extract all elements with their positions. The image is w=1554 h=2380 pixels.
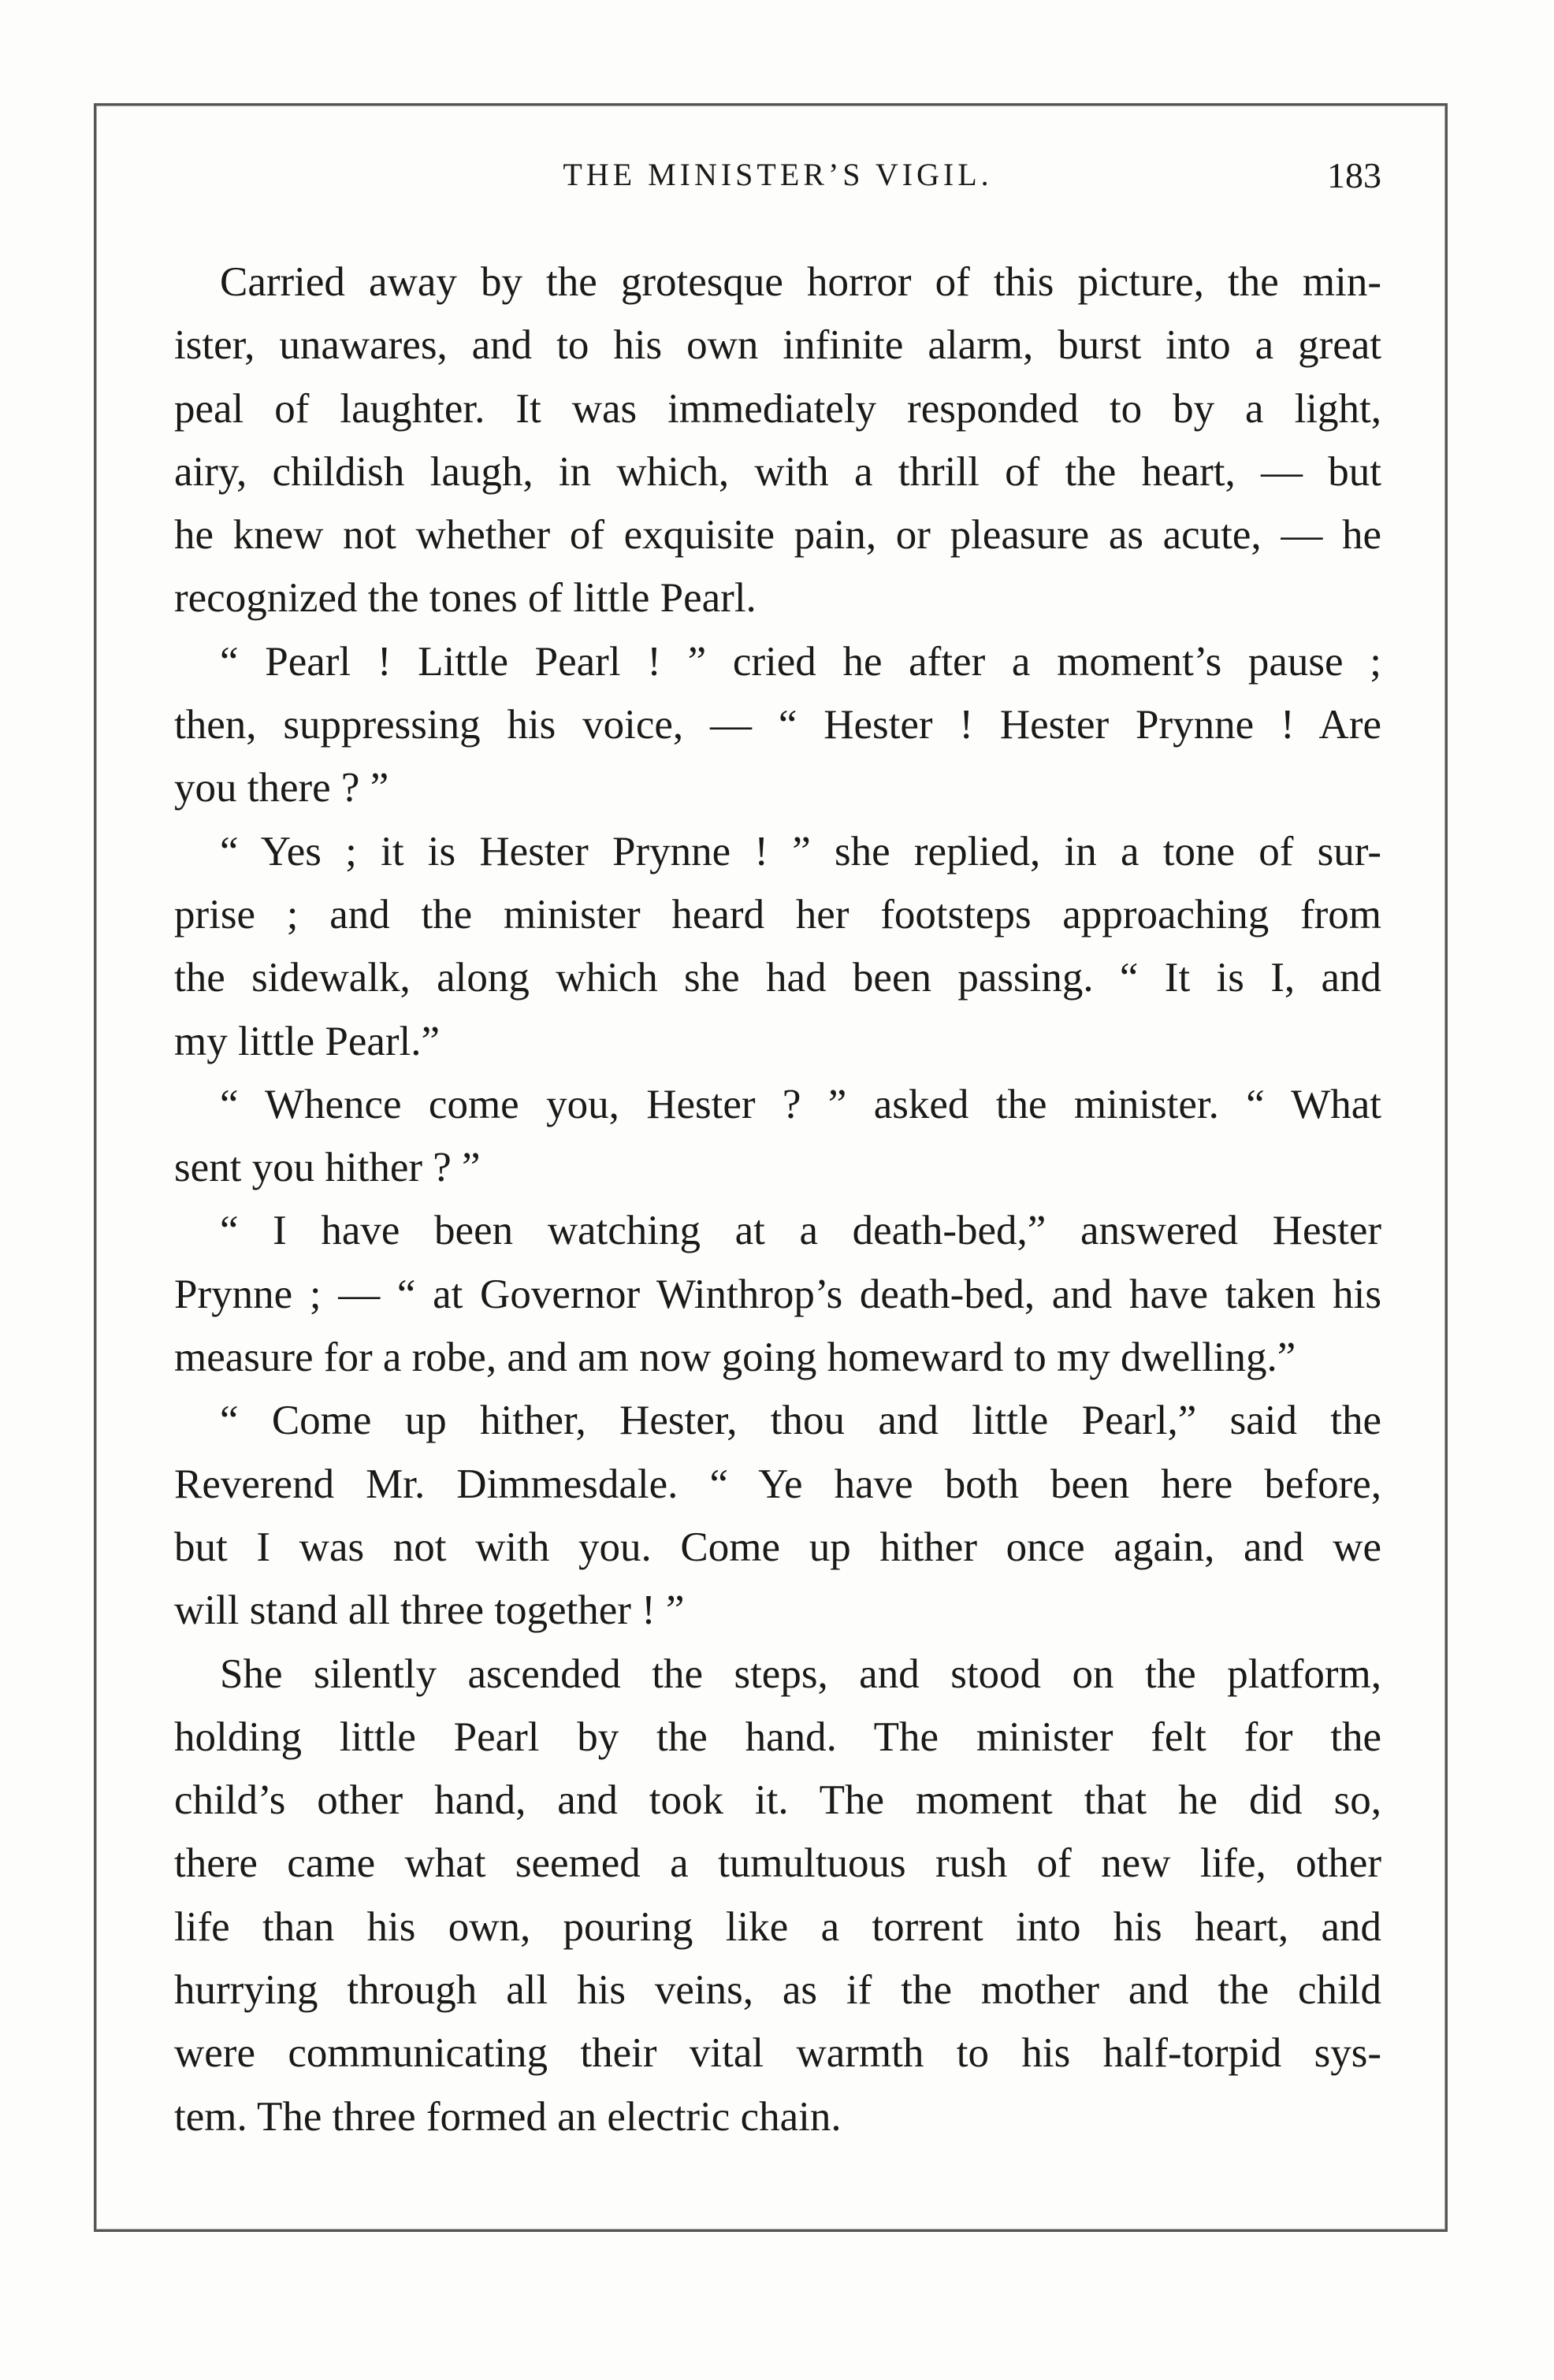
text-line: will stand all three together ! ” <box>174 1587 685 1634</box>
text-line: he knew not whether of exquisite pain, or pleasure as acute, — he <box>174 512 1381 559</box>
text-line: “ Whence come you, Hester ? ” asked the minister. “ What <box>220 1081 1381 1127</box>
text-line: holding little Pearl by the hand. The minister felt for the <box>174 1714 1381 1760</box>
text-line: “ Come up hither, Hester, thou and little Pearl,” said the <box>220 1398 1381 1444</box>
text-line: Prynne ; — “ at Governor Winthrop’s death-bed, and have taken his <box>174 1271 1381 1317</box>
text-line: hurrying through all his veins, as if the mother and the child <box>174 1967 1381 2014</box>
paragraph <box>174 630 1381 820</box>
text-line: She silently ascended the steps, and stood on the platform, <box>220 1650 1381 1697</box>
text-line: child’s other hand, and took it. The moment that he did so, <box>174 1777 1381 1824</box>
text-line: recognized the tones of little Pearl. <box>174 575 757 622</box>
text-line: tem. The three formed an electric chain. <box>174 2093 842 2140</box>
text-line: there came what seemed a tumultuous rush of new life, other <box>174 1840 1381 1887</box>
text-line: “ I have been watching at a death-bed,” answered Hester <box>220 1208 1381 1254</box>
paragraph <box>174 1643 1381 2148</box>
text-line: ister, unawares, and to his own infinite alarm, burst into a great <box>174 322 1381 369</box>
text-line: you there ? ” <box>174 765 389 811</box>
running-title: THE MINISTER’S VIGIL. <box>563 157 993 192</box>
text-line: Carried away by the grotesque horror of this picture, the min- <box>220 259 1381 305</box>
body-text <box>174 251 1381 2148</box>
text-line: but I was not with you. Come up hither once again, and we <box>174 1524 1381 1570</box>
text-line: were communicating their vital warmth to his half-torpid sys- <box>174 2030 1381 2077</box>
paragraph <box>174 820 1381 1073</box>
text-line: the sidewalk, along which she had been passing. “ It is I, and <box>174 955 1381 1001</box>
text-line: “ Pearl ! Little Pearl ! ” cried he after a moment’s pause ; <box>220 638 1381 685</box>
text-line: peal of laughter. It was immediately responded to by a light, <box>174 385 1381 432</box>
page-header <box>174 150 1381 205</box>
text-line: life than his own, pouring like a torrent into his heart, and <box>174 1903 1381 1950</box>
paragraph <box>174 251 1381 630</box>
text-line: then, suppressing his voice, — “ Hester ! Hester Prynne ! Are <box>174 702 1381 748</box>
page-number: 183 <box>1327 155 1381 195</box>
text-line: sent you hither ? ” <box>174 1145 481 1191</box>
text-line: “ Yes ; it is Hester Prynne ! ” she replied, in a tone of sur- <box>220 828 1381 874</box>
text-line: prise ; and the minister heard her footsteps approaching from <box>174 891 1381 938</box>
paragraph <box>174 1073 1381 1200</box>
text-line: measure for a robe, and am now going homeward to my dwelling.” <box>174 1335 1296 1381</box>
paragraph <box>174 1199 1381 1389</box>
paragraph <box>174 1389 1381 1642</box>
text-line: Reverend Mr. Dimmesdale. “ Ye have both been here before, <box>174 1461 1381 1507</box>
text-line: my little Pearl.” <box>174 1018 441 1064</box>
text-line: airy, childish laugh, in which, with a thrill of the heart, — but <box>174 448 1381 495</box>
